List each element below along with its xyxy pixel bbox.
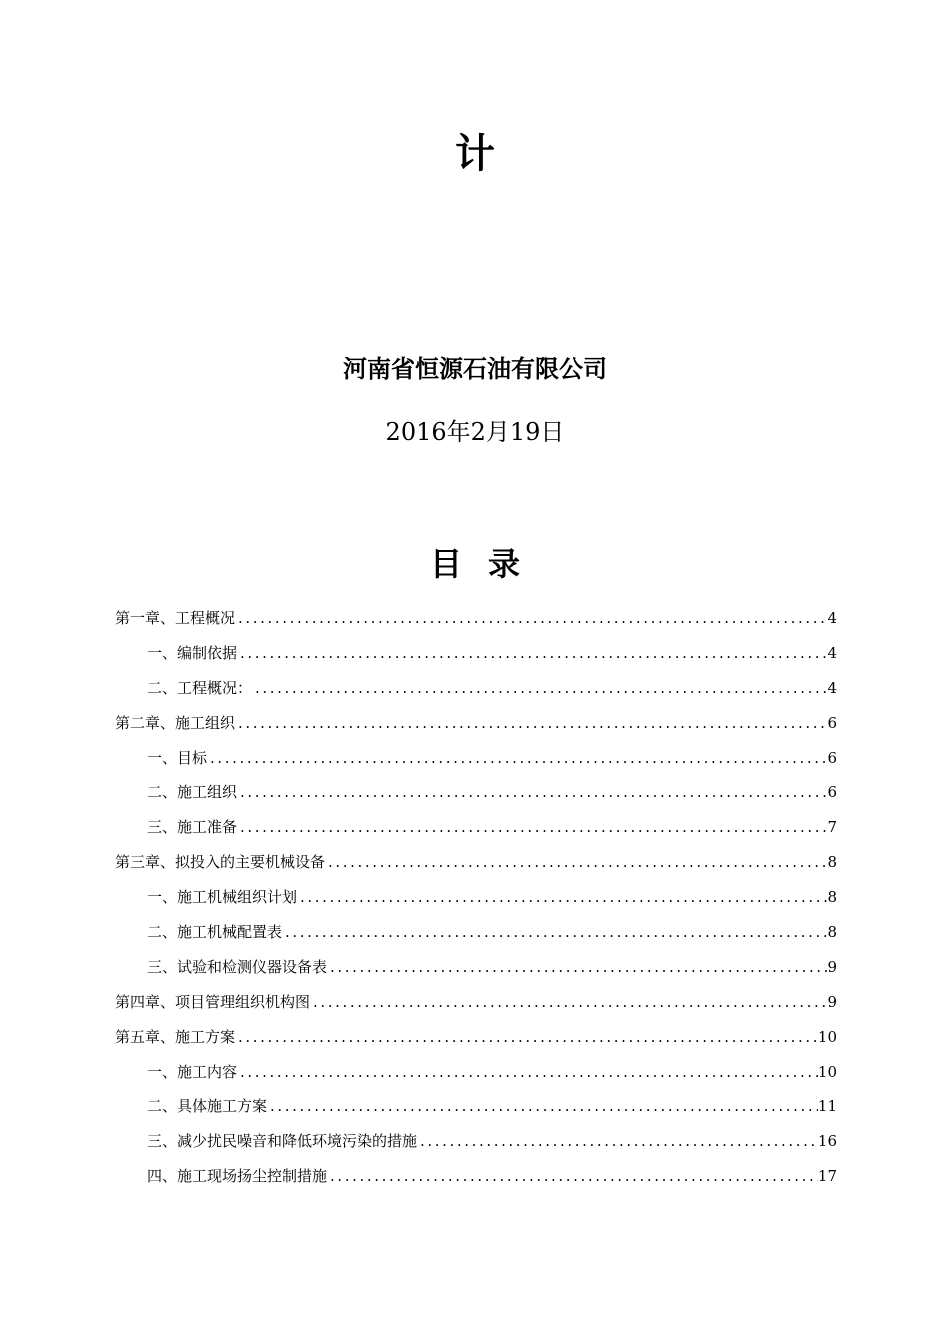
toc-entry[interactable] bbox=[115, 775, 837, 810]
table-of-contents bbox=[115, 601, 837, 1194]
toc-entry-page: 6 bbox=[827, 783, 837, 802]
toc-entry-label: 二、具体施工方案 bbox=[147, 1097, 268, 1116]
toc-entry[interactable] bbox=[115, 1055, 837, 1090]
toc-dot-leader bbox=[235, 706, 827, 741]
toc-entry-page: 17 bbox=[817, 1167, 837, 1186]
toc-entry[interactable] bbox=[115, 810, 837, 845]
toc-dot-leader bbox=[417, 1124, 818, 1159]
toc-entry[interactable] bbox=[115, 671, 837, 706]
document-date: 2016年2月19日 bbox=[385, 418, 565, 446]
toc-entry-page: 4 bbox=[827, 643, 837, 662]
toc-entry[interactable] bbox=[115, 636, 837, 671]
toc-entry[interactable] bbox=[115, 985, 837, 1020]
toc-entry[interactable] bbox=[115, 1020, 837, 1055]
company-name: 河南省恒源石油有限公司 bbox=[343, 354, 607, 383]
toc-entry[interactable] bbox=[115, 1124, 837, 1159]
toc-entry-page: 9 bbox=[827, 992, 837, 1011]
toc-entry-label: 二、施工组织 bbox=[147, 783, 238, 802]
toc-entry-page: 7 bbox=[827, 818, 837, 837]
toc-entry-label: 第四章、项目管理组织机构图 bbox=[115, 992, 311, 1011]
toc-entry-label: 第二章、施工组织 bbox=[115, 713, 236, 732]
toc-entry-page: 6 bbox=[827, 713, 837, 732]
toc-title: 目录 bbox=[429, 545, 546, 583]
toc-entry[interactable] bbox=[115, 1089, 837, 1124]
toc-entry-page: 16 bbox=[817, 1132, 837, 1151]
toc-entry-page: 6 bbox=[827, 748, 837, 767]
toc-dot-leader bbox=[237, 636, 827, 671]
toc-entry-label: 三、减少扰民噪音和降低环境污染的措施 bbox=[147, 1132, 418, 1151]
toc-entry-page: 10 bbox=[817, 1062, 837, 1081]
toc-entry-page: 10 bbox=[817, 1027, 837, 1046]
toc-entry[interactable] bbox=[115, 741, 837, 776]
toc-entry-label: 第一章、工程概况 bbox=[115, 609, 236, 627]
cover-heading-char: 计 bbox=[455, 130, 495, 177]
toc-entry[interactable] bbox=[115, 845, 837, 880]
toc-entry-label: 第五章、施工方案 bbox=[115, 1027, 236, 1046]
toc-dot-leader bbox=[297, 880, 827, 915]
toc-dot-leader bbox=[310, 985, 827, 1020]
toc-entry[interactable] bbox=[115, 915, 837, 950]
toc-entry-label: 二、工程概况： bbox=[147, 678, 253, 697]
toc-entry-page: 4 bbox=[827, 609, 837, 627]
toc-dot-leader bbox=[237, 775, 827, 810]
toc-dot-leader bbox=[237, 1055, 818, 1090]
toc-entry-label: 三、试验和检测仪器设备表 bbox=[147, 957, 328, 976]
toc-entry[interactable] bbox=[115, 706, 837, 741]
toc-dot-leader bbox=[327, 950, 827, 985]
toc-entry-page: 4 bbox=[827, 678, 837, 697]
toc-dot-leader bbox=[267, 1089, 818, 1124]
toc-entry[interactable] bbox=[115, 1159, 837, 1194]
toc-dot-leader bbox=[237, 810, 827, 845]
toc-entry-label: 三、施工准备 bbox=[147, 818, 238, 837]
toc-entry-label: 二、施工机械配置表 bbox=[147, 923, 283, 942]
toc-dot-leader bbox=[235, 1020, 818, 1055]
toc-entry[interactable] bbox=[115, 950, 837, 985]
toc-dot-leader bbox=[252, 671, 827, 706]
toc-dot-leader bbox=[325, 845, 827, 880]
toc-entry-label: 一、编制依据 bbox=[147, 643, 238, 662]
toc-entry-page: 11 bbox=[817, 1097, 837, 1116]
toc-entry-page: 8 bbox=[827, 888, 837, 907]
toc-entry-label: 一、目标 bbox=[147, 748, 208, 767]
toc-entry-label: 一、施工机械组织计划 bbox=[147, 888, 298, 907]
toc-entry-page: 8 bbox=[827, 923, 837, 942]
toc-entry[interactable] bbox=[115, 601, 837, 636]
toc-dot-leader bbox=[327, 1159, 818, 1194]
toc-entry-label: 第三章、拟投入的主要机械设备 bbox=[115, 853, 326, 872]
toc-entry-page: 9 bbox=[827, 957, 837, 976]
toc-entry[interactable] bbox=[115, 880, 837, 915]
toc-dot-leader bbox=[207, 741, 827, 776]
toc-entry-label: 一、施工内容 bbox=[147, 1062, 238, 1081]
toc-entry-label: 四、施工现场扬尘控制措施 bbox=[147, 1167, 328, 1186]
toc-dot-leader bbox=[235, 601, 827, 636]
toc-dot-leader bbox=[282, 915, 827, 950]
toc-entry-page: 8 bbox=[827, 853, 837, 872]
